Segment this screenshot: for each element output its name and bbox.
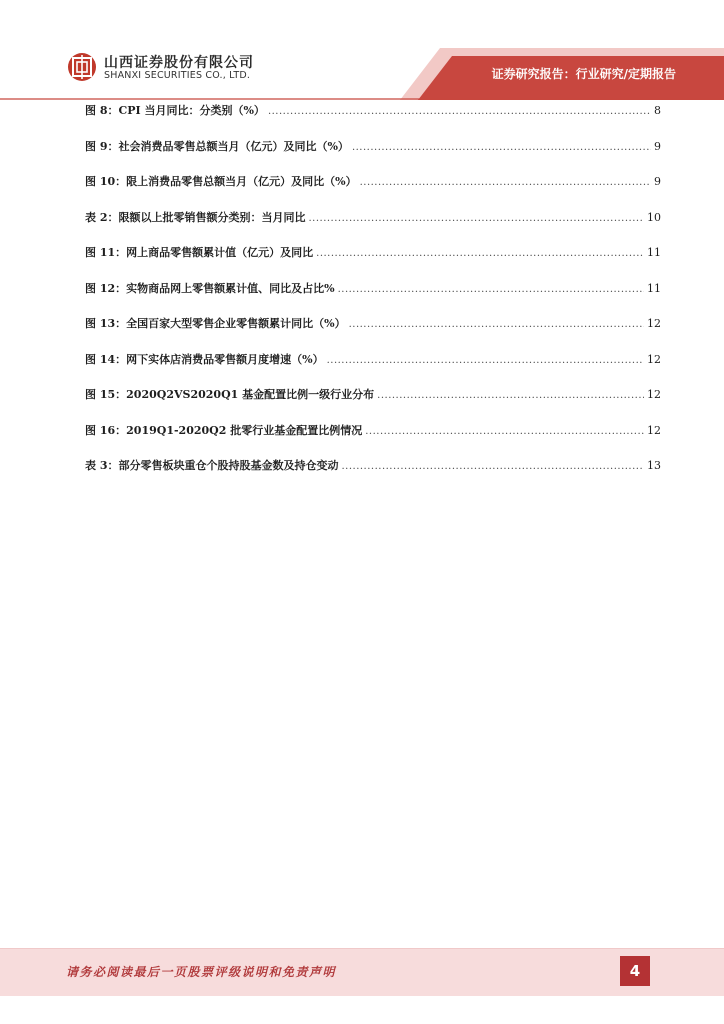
toc-entry-title: 图 16：2019Q1-2020Q2 批零行业基金配置比例情况 (85, 423, 363, 437)
footer-disclaimer: 请务必阅读最后一页股票评级说明和免责声明 (66, 965, 337, 979)
toc-entry[interactable] (85, 457, 661, 475)
toc-leader-dots (268, 103, 651, 121)
toc-entry-title: 表 3：部分零售板块重仓个股持股基金数及持仓变动 (85, 459, 339, 472)
toc-entry-title: 图 13：全国百家大型零售企业零售额累计同比（%） (85, 317, 346, 330)
toc-leader-dots (360, 174, 651, 192)
toc-entry-title: 图 8：CPI 当月同比：分类别（%） (85, 104, 265, 117)
toc-entry[interactable] (85, 386, 661, 404)
toc-entry-page: 13 (647, 459, 661, 472)
toc-leader-dots (365, 423, 644, 441)
toc-entry-page: 12 (647, 352, 661, 366)
toc-entry[interactable] (85, 102, 661, 120)
company-logo-icon (67, 52, 97, 82)
toc-entry-title: 图 9：社会消费品零售总额当月（亿元）及同比（%） (85, 139, 349, 153)
toc-entry-page: 12 (647, 423, 661, 437)
toc-entry-title: 图 15：2020Q2VS2020Q1 基金配置比例一级行业分布 (85, 388, 375, 401)
toc-entry[interactable] (85, 173, 661, 191)
toc-entry-page: 12 (647, 317, 661, 330)
toc-entry[interactable] (85, 280, 661, 298)
toc-entry-title: 表 2：限额以上批零销售额分类别：当月同比 (85, 210, 306, 224)
toc-leader-dots (338, 281, 644, 299)
toc-entry[interactable] (85, 209, 661, 227)
toc-entry-page: 11 (647, 281, 661, 295)
toc-leader-dots (341, 458, 644, 476)
toc-leader-dots (349, 316, 644, 334)
toc-entry-page: 10 (647, 210, 661, 224)
header-banner (0, 0, 724, 100)
toc-leader-dots (308, 210, 644, 228)
toc-entry-page: 8 (654, 104, 661, 117)
toc-entry[interactable] (85, 351, 661, 369)
company-name-en: SHANXI SECURITIES CO., LTD. (104, 70, 251, 81)
toc-leader-dots (352, 139, 651, 157)
toc-entry-page: 11 (647, 246, 661, 259)
toc-leader-dots (327, 352, 644, 370)
toc-entry-title: 图 10：限上消费品零售总额当月（亿元）及同比（%） (85, 175, 357, 188)
toc-entry-title: 图 12：实物商品网上零售额累计值、同比及占比% (85, 281, 335, 295)
toc-leader-dots (316, 245, 644, 263)
report-type-label: 证券研究报告：行业研究/定期报告 (491, 67, 676, 81)
company-name-cn: 山西证券股份有限公司 (104, 55, 254, 71)
toc-entry-page: 12 (647, 388, 661, 401)
toc-entry[interactable] (85, 138, 661, 156)
toc-entry-title: 图 11：网上商品零售额累计值（亿元）及同比 (85, 246, 314, 259)
toc-entry[interactable] (85, 315, 661, 333)
toc-entry[interactable] (85, 244, 661, 262)
page-number: 4 (620, 956, 650, 986)
toc-entry-page: 9 (654, 139, 661, 153)
toc-entry[interactable] (85, 422, 661, 440)
page-header (0, 0, 724, 100)
toc-entry-page: 9 (654, 175, 661, 188)
toc-entry-title: 图 14：网下实体店消费品零售额月度增速（%） (85, 352, 324, 366)
toc-leader-dots (377, 387, 644, 405)
